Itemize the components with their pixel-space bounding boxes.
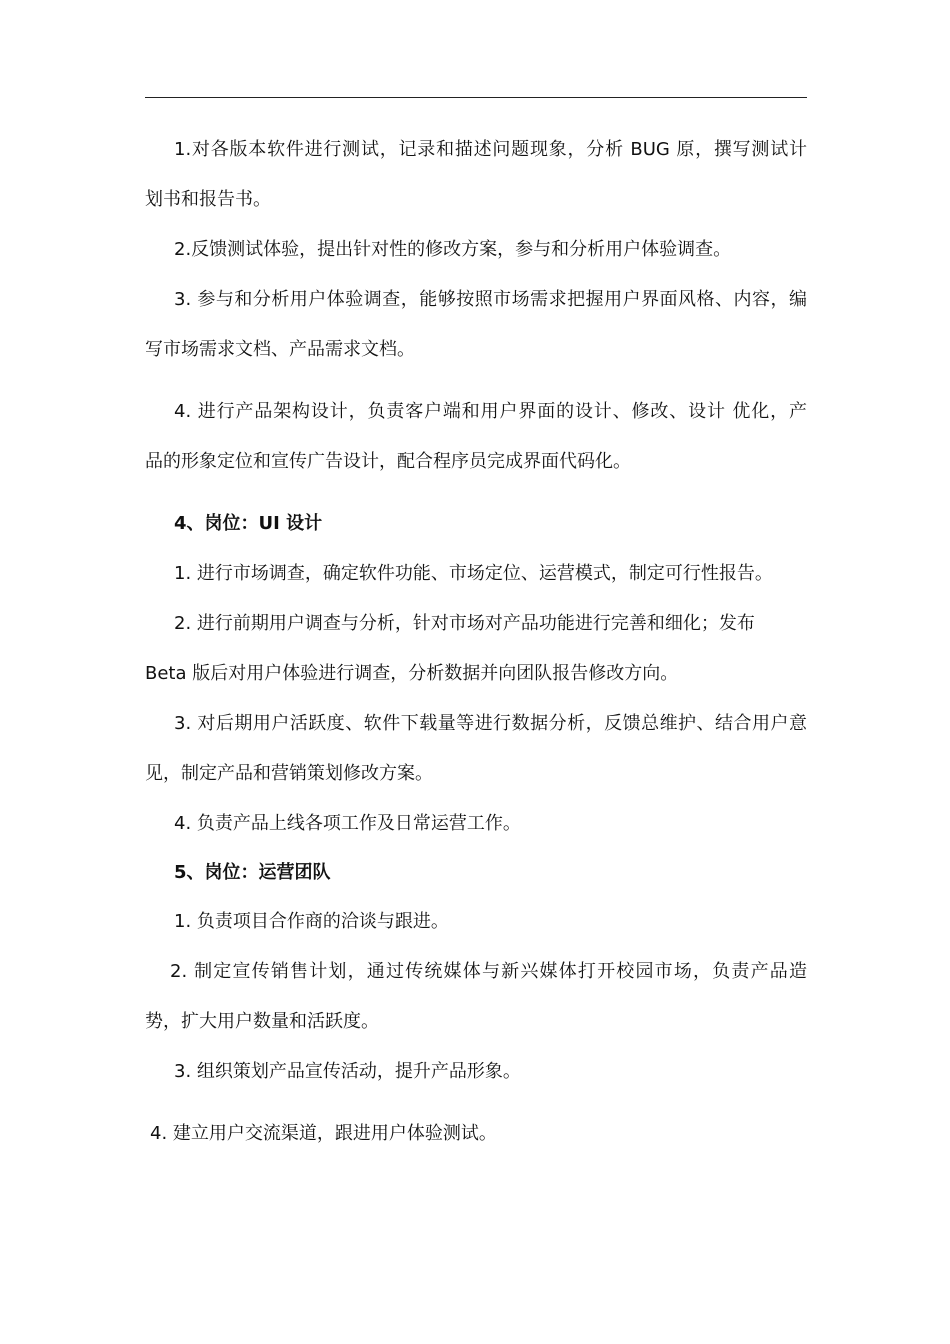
- paragraph-line: 见，制定产品和营销策划修改方案。: [145, 763, 433, 784]
- section-heading-operations-team: 5、岗位：运营团队: [174, 862, 331, 883]
- paragraph-line: 4. 进行产品架构设计，负责客户端和用户界面的设计、修改、设计 优化，产: [174, 401, 807, 422]
- paragraph-line: 2. 制定宣传销售计划，通过传统媒体与新兴媒体打开校园市场，负责产品造: [170, 961, 807, 982]
- paragraph-line: Beta 版后对用户体验进行调查，分析数据并向团队报告修改方向。: [145, 663, 679, 684]
- paragraph-line: 1. 负责项目合作商的洽谈与跟进。: [174, 911, 449, 932]
- paragraph-line: 势，扩大用户数量和活跃度。: [145, 1011, 379, 1032]
- paragraph-line: 品的形象定位和宣传广告设计，配合程序员完成界面代码化。: [145, 451, 631, 472]
- paragraph-line: 4. 建立用户交流渠道，跟进用户体验测试。: [150, 1123, 497, 1144]
- paragraph-line: 划书和报告书。: [145, 189, 271, 210]
- header-rule: [145, 97, 807, 98]
- section-heading-ui-design: 4、岗位：UI 设计: [174, 513, 323, 534]
- paragraph-line: 4. 负责产品上线各项工作及日常运营工作。: [174, 813, 521, 834]
- paragraph-line: 3. 对后期用户活跃度、软件下载量等进行数据分析，反馈总维护、结合用户意: [174, 713, 807, 734]
- paragraph-line: 1.对各版本软件进行测试，记录和描述问题现象，分析 BUG 原，撰写测试计: [174, 139, 807, 160]
- paragraph-line: 2.反馈测试体验，提出针对性的修改方案，参与和分析用户体验调查。: [174, 239, 732, 260]
- paragraph-line: 2. 进行前期用户调查与分析，针对市场对产品功能进行完善和细化；发布: [174, 613, 755, 634]
- paragraph-line: 3. 组织策划产品宣传活动，提升产品形象。: [174, 1061, 521, 1082]
- paragraph-line: 写市场需求文档、产品需求文档。: [145, 339, 415, 360]
- paragraph-line: 1. 进行市场调查，确定软件功能、市场定位、运营模式，制定可行性报告。: [174, 563, 773, 584]
- paragraph-line: 3. 参与和分析用户体验调查，能够按照市场需求把握用户界面风格、内容，编: [174, 289, 807, 310]
